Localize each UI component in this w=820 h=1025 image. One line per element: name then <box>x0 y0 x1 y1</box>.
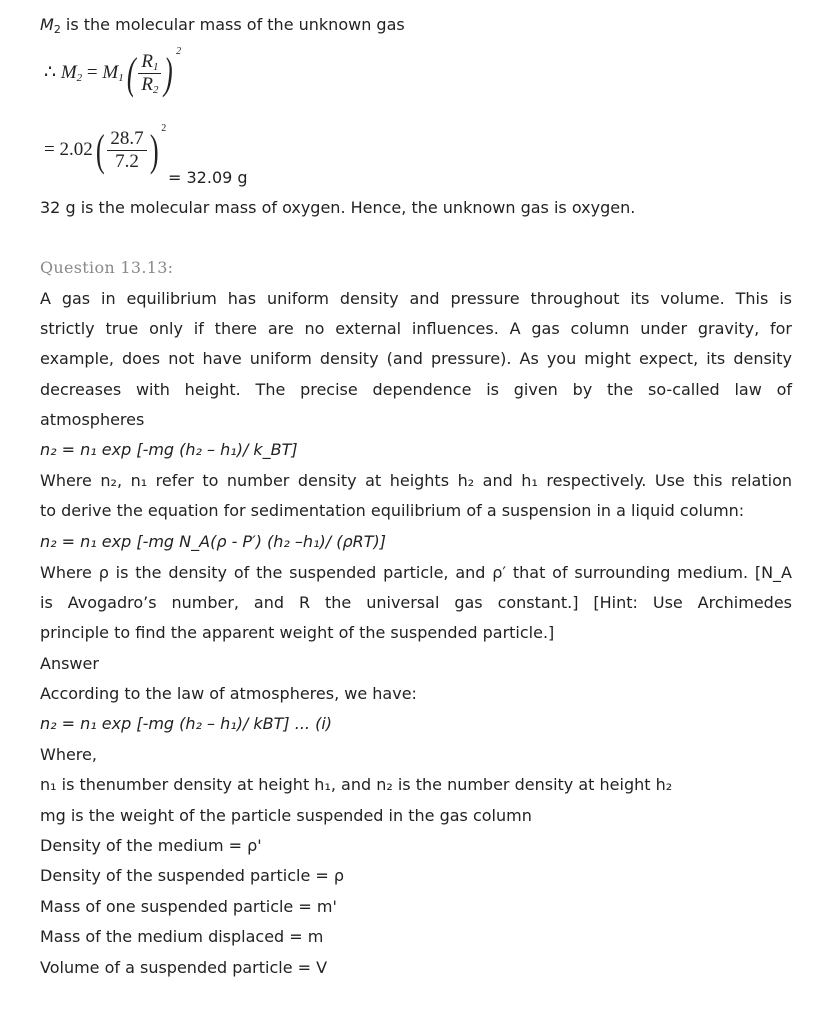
question-line-3: example, does not have uniform density (and pressure). As you might expect, its density <box>40 349 792 368</box>
law-of-atmospheres-formula: n₂ = n₁ exp [-mg (h₂ – h₁)/ k_BT] <box>40 440 298 459</box>
subscript: 2 <box>53 23 61 36</box>
left-paren: ( <box>126 49 136 98</box>
exponent: 2 <box>161 122 167 134</box>
ratio-fraction <box>138 51 161 96</box>
subscript: 2 <box>152 84 159 96</box>
left-paren: ( <box>95 126 105 175</box>
therefore-symbol: ∴ <box>44 61 57 83</box>
where-line-2: to derive the equation for sedimentation equilibrium of a suspension in a liquid column: <box>40 501 745 520</box>
where-line-1: Where n₂, n₁ refer to number density at heights h₂ and h₁ respectively. Use this relation <box>40 471 792 490</box>
answer-where: Where, <box>40 745 97 764</box>
unknown-gas-definition <box>40 15 405 35</box>
density-line-1: Where ρ is the density of the suspended particle, and ρ′ that of surrounding medium. [N_A <box>40 563 792 582</box>
density-line-3: principle to find the apparent weight of the suspended particle.] <box>40 623 555 642</box>
definition-medium-density: Density of the medium = ρ' <box>40 836 262 855</box>
subscript: 1 <box>118 71 124 84</box>
equation-m2-ratio <box>44 45 182 99</box>
equation-result: = 32.09 g <box>168 168 248 187</box>
definition-particle-volume: Volume of a suspended particle = V <box>40 958 328 977</box>
equation-numeric <box>44 122 167 176</box>
sedimentation-formula: n₂ = n₁ exp [-mg N_A(ρ - P′) (h₂ –h₁)/ (ρRT)] <box>40 532 386 551</box>
question-line-5: atmospheres <box>40 410 145 429</box>
definition-particle-mass: Mass of one suspended particle = m' <box>40 897 337 916</box>
text: is the molecular mass of the unknown gas <box>60 15 405 34</box>
definition-particle-density: Density of the suspended particle = ρ <box>40 866 345 885</box>
symbol-m2: M <box>40 15 54 34</box>
eq-m1: M <box>102 61 119 83</box>
denominator: R <box>141 74 153 95</box>
question-line-4: decreases with height. The precise dependence is given by the so-called law of <box>40 380 792 399</box>
definition-displaced-mass: Mass of the medium displaced = m <box>40 927 324 946</box>
conclusion-oxygen: 32 g is the molecular mass of oxygen. Hence, the unknown gas is oxygen. <box>40 198 636 217</box>
answer-formula: n₂ = n₁ exp [-mg (h₂ – h₁)/ kBT] ... (i) <box>40 714 333 733</box>
exponent: 2 <box>176 45 182 57</box>
density-line-2: is Avogadro’s number, and R the universal gas constant.] [Hint: Use Archimedes <box>40 593 792 612</box>
question-line-2: strictly true only if there are no external influences. A gas column under gravity, for <box>40 319 792 338</box>
question-line-1: A gas in equilibrium has uniform density and pressure throughout its volume. This is <box>40 289 792 308</box>
right-paren: ) <box>149 126 159 175</box>
definition-weight: mg is the weight of the particle suspended in the gas column <box>40 806 532 825</box>
answer-intro: According to the law of atmospheres, we have: <box>40 684 417 703</box>
denominator: 7.2 <box>115 151 139 172</box>
definition-number-density: n₁ is thenumber density at height h₁, and n₂ is the number density at height h₂ <box>40 775 673 794</box>
numerator: 28.7 <box>107 128 146 151</box>
subscript: 2 <box>76 71 83 84</box>
numeric-fraction <box>107 128 146 173</box>
eq-lhs: M <box>60 61 77 83</box>
eq-coefficient: = 2.02 <box>44 138 93 160</box>
equals: = <box>86 61 98 83</box>
answer-label: Answer <box>40 654 99 673</box>
numerator: R <box>141 51 153 72</box>
question-heading: Question 13.13: <box>40 258 174 277</box>
right-paren: ) <box>164 49 174 98</box>
subscript: 1 <box>152 61 159 73</box>
